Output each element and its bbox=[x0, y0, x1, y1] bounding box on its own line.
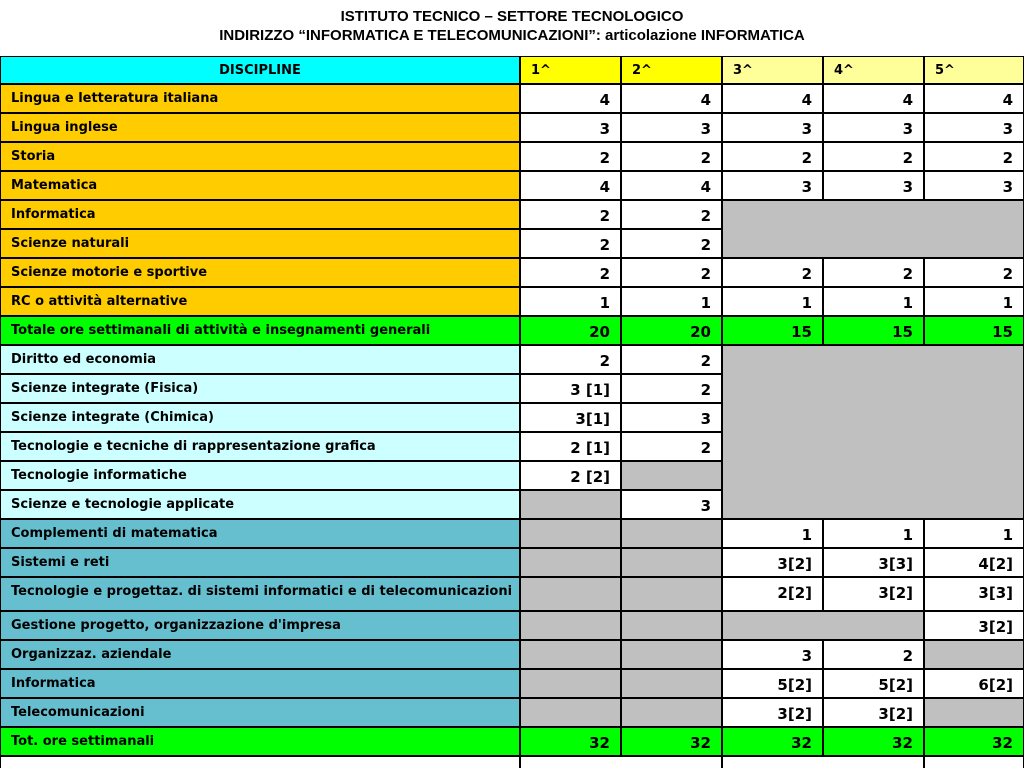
row-label: Tecnologie informatiche bbox=[0, 461, 520, 490]
hours-cell: 20 bbox=[520, 316, 621, 345]
hours-cell: 1 bbox=[722, 287, 823, 316]
empty-gray-cell bbox=[621, 669, 722, 698]
empty-gray-cell bbox=[520, 611, 621, 640]
row-label: Informatica bbox=[0, 200, 520, 229]
hours-cell: 3 [1] bbox=[520, 374, 621, 403]
hours-cell: 2 [2] bbox=[520, 461, 621, 490]
title-line-1: ISTITUTO TECNICO – SETTORE TECNOLOGICO bbox=[340, 8, 684, 25]
empty-gray-cell bbox=[520, 669, 621, 698]
row-label: Scienze motorie e sportive bbox=[0, 258, 520, 287]
row-label: Organizzaz. aziendale bbox=[0, 640, 520, 669]
hours-cell: 3[3] bbox=[823, 548, 924, 577]
hours-cell: 3 bbox=[722, 171, 823, 200]
row-label: RC o attività alternative bbox=[0, 287, 520, 316]
hours-cell: 3 bbox=[823, 171, 924, 200]
empty-gray-cell bbox=[722, 200, 1024, 258]
row-label: Totale ore settimanali di attività e insegnamenti generali bbox=[0, 316, 520, 345]
hours-cell: 2 bbox=[520, 229, 621, 258]
hours-cell: 3[2] bbox=[823, 698, 924, 727]
hours-cell: 2 bbox=[621, 200, 722, 229]
row-label: Telecomunicazioni bbox=[0, 698, 520, 727]
empty-gray-cell bbox=[924, 698, 1024, 727]
hours-cell: 2 bbox=[924, 258, 1024, 287]
hours-cell: 2 bbox=[621, 229, 722, 258]
header-year-2: 2^ bbox=[621, 56, 722, 84]
header-disciplines: DISCIPLINE bbox=[0, 56, 520, 84]
row-label: Scienze e tecnologie applicate bbox=[0, 490, 520, 519]
hours-cell: 2 bbox=[621, 258, 722, 287]
title-line-2: INDIRIZZO “INFORMATICA E TELECOMUNICAZIONI”: articolazione INFORMATICA bbox=[219, 27, 805, 44]
hours-cell: 3[3] bbox=[924, 577, 1024, 611]
row-label: Diritto ed economia bbox=[0, 345, 520, 374]
hours-cell: 3[2] bbox=[722, 548, 823, 577]
partial-row-cell bbox=[520, 756, 722, 768]
hours-cell: 1 bbox=[722, 519, 823, 548]
row-label: Matematica bbox=[0, 171, 520, 200]
hours-cell: 32 bbox=[722, 727, 823, 756]
hours-cell: 1 bbox=[924, 287, 1024, 316]
hours-cell: 3 bbox=[924, 171, 1024, 200]
hours-cell: 2 bbox=[520, 345, 621, 374]
hours-cell: 1 bbox=[621, 287, 722, 316]
row-label: Scienze naturali bbox=[0, 229, 520, 258]
partial-row-label bbox=[0, 756, 520, 768]
row-label: Gestione progetto, organizzazione d'impresa bbox=[0, 611, 520, 640]
hours-cell: 2 bbox=[520, 258, 621, 287]
hours-cell: 3[2] bbox=[722, 698, 823, 727]
hours-cell: 4 bbox=[722, 84, 823, 113]
hours-cell: 15 bbox=[722, 316, 823, 345]
empty-gray-cell bbox=[621, 548, 722, 577]
hours-cell: 3 bbox=[823, 113, 924, 142]
hours-cell: 4 bbox=[823, 84, 924, 113]
empty-gray-cell bbox=[621, 461, 722, 490]
hours-cell: 2 [1] bbox=[520, 432, 621, 461]
curriculum-table bbox=[0, 56, 1024, 768]
hours-cell: 15 bbox=[823, 316, 924, 345]
hours-cell: 5[2] bbox=[823, 669, 924, 698]
hours-cell: 1 bbox=[924, 519, 1024, 548]
hours-cell: 5[2] bbox=[722, 669, 823, 698]
hours-cell: 1 bbox=[823, 519, 924, 548]
empty-gray-cell bbox=[621, 519, 722, 548]
header-year-3: 3^ bbox=[722, 56, 823, 84]
hours-cell: 2 bbox=[924, 142, 1024, 171]
hours-cell: 32 bbox=[823, 727, 924, 756]
hours-cell: 3[1] bbox=[520, 403, 621, 432]
empty-gray-cell bbox=[621, 698, 722, 727]
empty-gray-cell bbox=[621, 640, 722, 669]
hours-cell: 2 bbox=[520, 200, 621, 229]
hours-cell: 32 bbox=[520, 727, 621, 756]
empty-gray-cell bbox=[520, 698, 621, 727]
hours-cell: 1 bbox=[823, 287, 924, 316]
hours-cell: 32 bbox=[924, 727, 1024, 756]
hours-cell: 1 bbox=[520, 287, 621, 316]
hours-cell: 2 bbox=[621, 374, 722, 403]
empty-gray-cell bbox=[520, 577, 621, 611]
hours-cell: 4[2] bbox=[924, 548, 1024, 577]
empty-gray-cell bbox=[621, 611, 722, 640]
row-label: Sistemi e reti bbox=[0, 548, 520, 577]
hours-cell: 3 bbox=[621, 403, 722, 432]
empty-gray-cell bbox=[520, 490, 621, 519]
row-label: Tecnologie e tecniche di rappresentazione grafica bbox=[0, 432, 520, 461]
hours-cell: 2 bbox=[722, 258, 823, 287]
row-label: Storia bbox=[0, 142, 520, 171]
hours-cell: 4 bbox=[924, 84, 1024, 113]
hours-cell: 3[2] bbox=[924, 611, 1024, 640]
hours-cell: 2 bbox=[621, 345, 722, 374]
hours-cell: 2 bbox=[823, 142, 924, 171]
empty-gray-cell bbox=[722, 345, 1024, 519]
hours-cell: 3 bbox=[722, 640, 823, 669]
partial-row-cell bbox=[722, 756, 924, 768]
hours-cell: 4 bbox=[520, 84, 621, 113]
row-label: Lingua e letteratura italiana bbox=[0, 84, 520, 113]
empty-gray-cell bbox=[520, 519, 621, 548]
hours-cell: 2 bbox=[823, 640, 924, 669]
hours-cell: 4 bbox=[621, 171, 722, 200]
hours-cell: 4 bbox=[621, 84, 722, 113]
document-header bbox=[0, 0, 1024, 56]
header-year-5: 5^ bbox=[924, 56, 1024, 84]
header-year-1: 1^ bbox=[520, 56, 621, 84]
empty-gray-cell bbox=[924, 640, 1024, 669]
hours-cell: 2 bbox=[621, 142, 722, 171]
empty-gray-cell bbox=[722, 611, 924, 640]
header-year-4: 4^ bbox=[823, 56, 924, 84]
empty-gray-cell bbox=[520, 640, 621, 669]
hours-cell: 2 bbox=[621, 432, 722, 461]
hours-cell: 3 bbox=[924, 113, 1024, 142]
hours-cell: 2[2] bbox=[722, 577, 823, 611]
hours-cell: 2 bbox=[520, 142, 621, 171]
empty-gray-cell bbox=[621, 577, 722, 611]
hours-cell: 3 bbox=[621, 113, 722, 142]
hours-cell: 4 bbox=[520, 171, 621, 200]
hours-cell: 20 bbox=[621, 316, 722, 345]
row-label: Tecnologie e progettaz. di sistemi informatici e di telecomunicazioni bbox=[0, 577, 520, 611]
row-label: Tot. ore settimanali bbox=[0, 727, 520, 756]
hours-cell: 2 bbox=[722, 142, 823, 171]
empty-gray-cell bbox=[520, 548, 621, 577]
hours-cell: 3[2] bbox=[823, 577, 924, 611]
partial-row-cell bbox=[924, 756, 1024, 768]
row-label: Scienze integrate (Chimica) bbox=[0, 403, 520, 432]
hours-cell: 32 bbox=[621, 727, 722, 756]
hours-cell: 3 bbox=[722, 113, 823, 142]
row-label: Informatica bbox=[0, 669, 520, 698]
row-label: Lingua inglese bbox=[0, 113, 520, 142]
hours-cell: 3 bbox=[621, 490, 722, 519]
row-label: Scienze integrate (Fisica) bbox=[0, 374, 520, 403]
row-label: Complementi di matematica bbox=[0, 519, 520, 548]
hours-cell: 15 bbox=[924, 316, 1024, 345]
hours-cell: 2 bbox=[823, 258, 924, 287]
hours-cell: 3 bbox=[520, 113, 621, 142]
hours-cell: 6[2] bbox=[924, 669, 1024, 698]
